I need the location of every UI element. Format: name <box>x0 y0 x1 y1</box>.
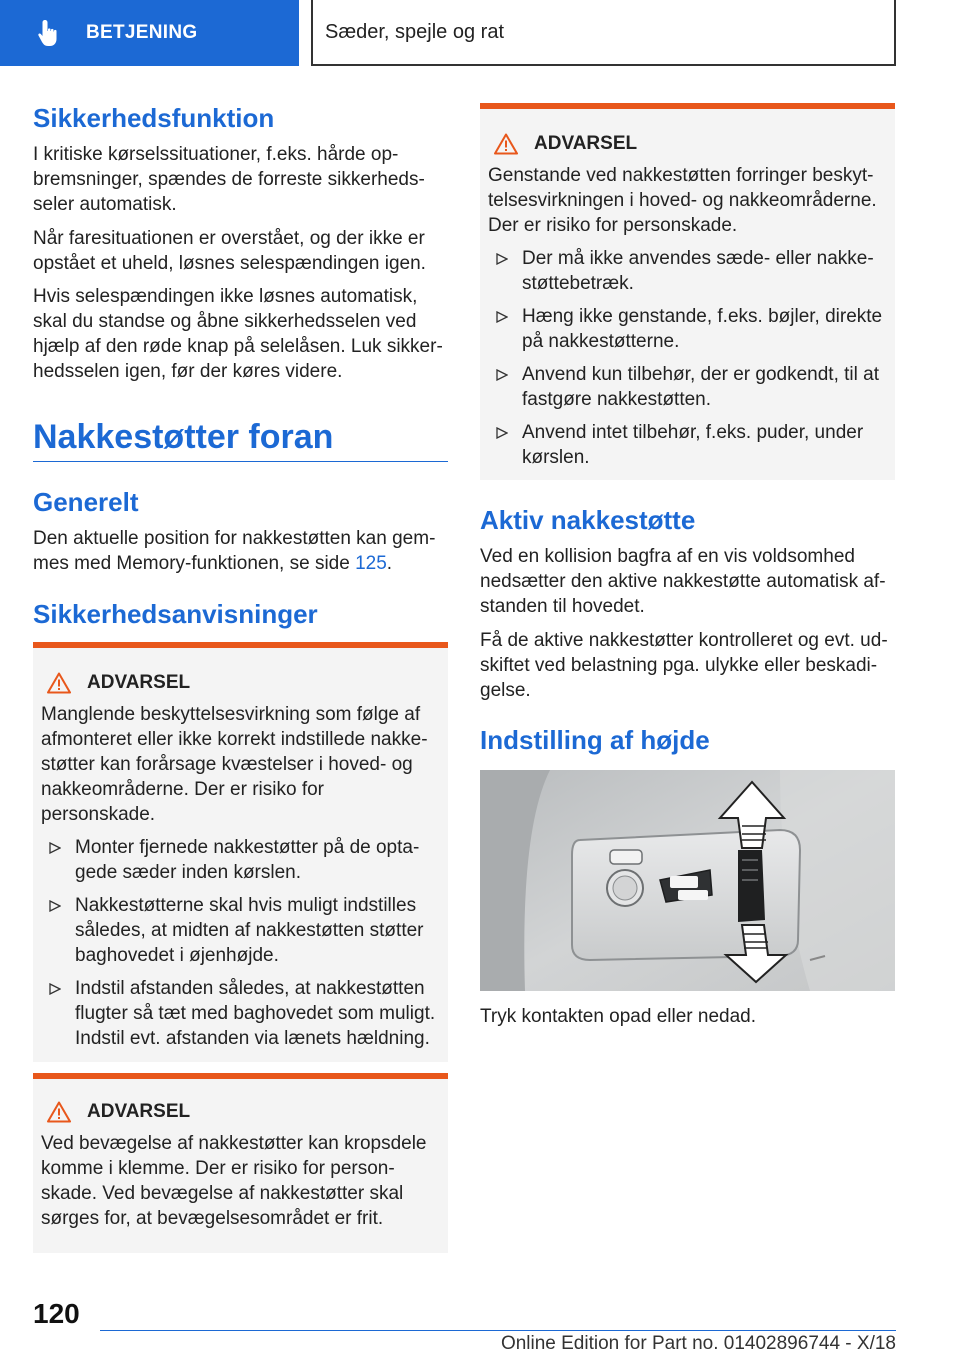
height-adjust-heading: Indstilling af højde <box>480 725 710 755</box>
bullet-triangle-icon <box>496 311 508 323</box>
general-end: . <box>386 553 393 574</box>
heading-rule <box>33 461 448 462</box>
warning-triangle-icon <box>47 672 71 694</box>
bullet-text: Der må ikke anvendes sæde- eller nakkestøttebetræk. <box>522 248 874 294</box>
safety-notes-heading: Sikkerhedsanvisninger <box>33 599 318 629</box>
page-reference-link[interactable]: 125 <box>355 553 387 574</box>
active-paragraph-1: Ved en kollision bagfra af en vis voldsomhed nedsætter den aktive nakkestøtte automatisk afstanden til hovedet. <box>480 546 886 617</box>
warning-bullet-list <box>488 246 887 470</box>
chapter-title: Sæder, spejle og rat <box>311 0 896 66</box>
section-label: BETJENING <box>86 22 198 43</box>
seat-switch-illustration <box>480 770 895 991</box>
page-title: Nakkestøtter foran <box>33 418 334 456</box>
safety-paragraph-2: Når faresituationen er overstået, og der ikke er opstået et uheld, løsnes selespændingen igen. <box>33 228 426 274</box>
bullet-text: Anvend kun tilbehør, der er godkendt, til at fastgøre nakkestøtten. <box>522 364 879 410</box>
list-item <box>488 246 887 296</box>
bullet-triangle-icon <box>496 253 508 265</box>
warning-triangle-icon <box>47 1101 71 1123</box>
active-headrest-heading: Aktiv nakkestøtte <box>480 505 696 535</box>
section-tab[interactable] <box>0 0 299 66</box>
safety-function-heading: Sikkerhedsfunktion <box>33 103 275 133</box>
list-item <box>488 362 887 412</box>
list-item <box>488 304 887 354</box>
warning-triangle-icon <box>494 133 518 155</box>
bullet-triangle-icon <box>49 983 61 995</box>
bullet-triangle-icon <box>49 900 61 912</box>
safety-paragraph-3: Hvis selespændingen ikke løsnes automatisk, skal du standse og åbne sikkerhedsselen ved hjælp af den røde knap på selelåsen. Luk sikkerhedsselen igen, før der køres videre. <box>33 286 443 382</box>
general-heading: Generelt <box>33 487 139 517</box>
pointing-hand-icon <box>34 17 66 49</box>
page-number: 120 <box>33 1298 80 1329</box>
bullet-text: Monter fjernede nakkestøtter på de optagede sæder inden kørslen. <box>75 837 420 883</box>
figure-caption: Tryk kontakten opad eller nedad. <box>480 1006 757 1027</box>
footer <box>100 1330 896 1362</box>
list-item <box>41 976 440 1051</box>
edition-text: Online Edition for Part no. 01402896744 - X/18 <box>500 1333 896 1354</box>
bullet-triangle-icon <box>496 369 508 381</box>
warning-text: Manglende beskyttelsesvirkning som følge af afmonteret eller ikke korrekt indstillede nakkestøtter kan forårsage kvæstelser i hoved- og nakkeområderne. Der er risiko for personskade. <box>41 704 428 825</box>
warning-bullet-list <box>41 835 440 1051</box>
bullet-text: Nakkestøtterne skal hvis muligt indstilles således, at midten af nakkestøtten støtter baghovedet i øjenhøjde. <box>75 895 424 966</box>
warning-label: ADVARSEL <box>534 133 638 154</box>
list-item <box>41 835 440 885</box>
general-text: Den aktuelle position for nakkestøtten kan gemmes med Memory-funktionen, se side <box>33 528 436 574</box>
warning-text: Genstande ved nakkestøtten forringer beskyttelsesvirkningen i hoved- og nakkeområderne. Der er risiko for personskade. <box>488 165 877 236</box>
warning-label: ADVARSEL <box>87 672 191 693</box>
active-paragraph-2: Få de aktive nakkestøtter kontrolleret og evt. udskiftet ved belastning pga. ulykke eller beskadigelse. <box>480 630 888 701</box>
bullet-text: Indstil afstanden således, at nakkestøtten flugter så tæt med baghovedet som muligt. Indstil evt. afstanden via lænets hældning. <box>75 978 436 1049</box>
warning-header <box>41 672 440 694</box>
list-item <box>41 893 440 968</box>
warning-header <box>488 133 887 155</box>
bullet-triangle-icon <box>49 842 61 854</box>
bullet-triangle-icon <box>496 427 508 439</box>
warning-box-2 <box>33 1073 448 1253</box>
warning-text: Ved bevægelse af nakkestøtter kan kropsdele komme i klemme. Der er risiko for personskade. Ved bevægelse af nakkestøtter skal sørges for, at bevægelsesområdet er frit. <box>41 1133 427 1229</box>
safety-paragraph-1: I kritiske kørselssituationer, f.eks. hårde opbremsninger, spændes de forreste sikkerhedsseler automatisk. <box>33 144 425 215</box>
warning-box-3 <box>480 103 895 480</box>
bullet-text: Hæng ikke genstande, f.eks. bøjler, direkte på nakkestøtterne. <box>522 306 883 352</box>
warning-label: ADVARSEL <box>87 1101 191 1122</box>
warning-box-1 <box>33 642 448 1062</box>
warning-header <box>41 1101 440 1123</box>
list-item <box>488 420 887 470</box>
general-paragraph <box>33 526 448 576</box>
bullet-text: Anvend intet tilbehør, f.eks. puder, under kørslen. <box>522 422 864 468</box>
